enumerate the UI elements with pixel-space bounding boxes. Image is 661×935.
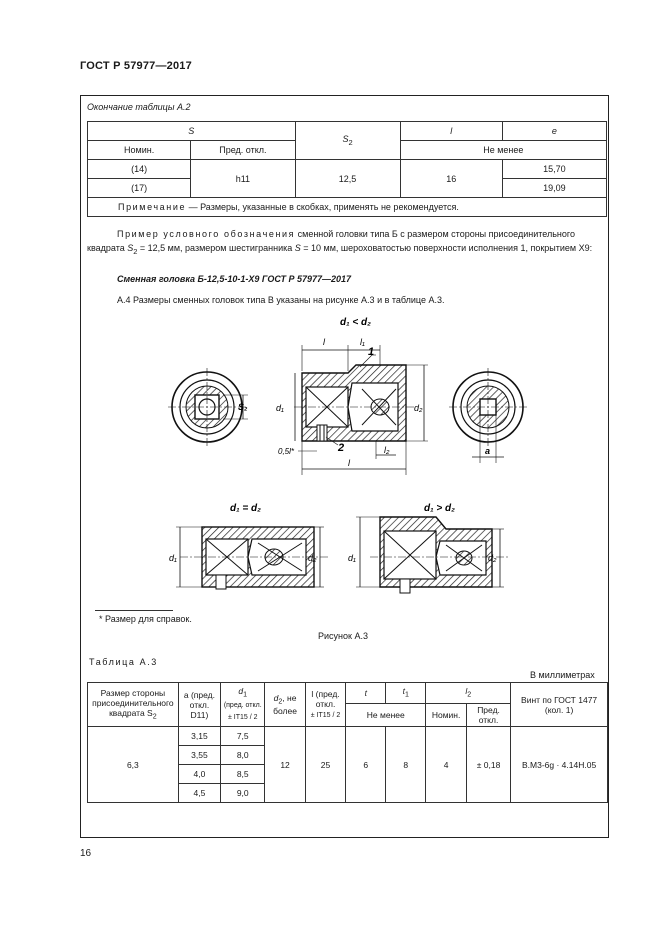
dim-d1: d₁ [276,403,284,413]
col-pred: Пред. откл. [466,704,510,727]
col-nomin: Номин. [88,141,191,160]
main-section-view [276,317,428,475]
col-t: t [346,683,386,704]
section-a4: А.4 Размеры сменных головок типа В указаны на рисунке А.3 и в таблице А.3. [117,295,445,305]
dim-l2: l₂ [384,445,390,455]
footnote-rule [95,610,173,611]
col-l: l [400,122,502,141]
dim-l-top: l [323,337,325,347]
dim-l-bottom: l [348,458,350,468]
table-a3 [87,682,608,803]
table-a2-caption: Окончание таблицы А.2 [87,102,191,112]
dim-l1-top: l₁ [360,337,365,347]
dim-d1-lower-right: d₁ [348,553,356,563]
col-l2: $l_2$ [426,683,511,704]
dim-d2-lower-left: d₂ [308,553,317,563]
col-s2: Размер стороны присоединительного квадрата $S_2$ [88,683,179,727]
col-ne-menee: Не менее [346,704,426,727]
example-designation: Сменная головка Б-12,5-10-1-Х9 ГОСТ Р 57977—2017 [117,274,352,284]
col-d2: $d_2$, не более [265,683,305,727]
col-nomin: Номин. [426,704,467,727]
table-row: 6,3 3,15 7,5 12 25 6 8 4 ± 0,18 В.М3-6g · 4.14Н.05 [88,727,608,746]
right-end-view [449,368,527,463]
callout-1: 1 [368,346,375,358]
lower-right-view [348,503,508,593]
col-e: e [502,122,606,141]
lower-left-view [169,503,330,589]
figure-a3 [80,305,609,615]
dim-s2-label: S₂ [238,402,248,412]
page-number: 16 [80,848,92,859]
footnote: * Размер для справок. [99,614,192,624]
col-t1: $t_1$ [386,683,426,704]
document-header: ГОСТ Р 57977—2017 [80,60,192,72]
col-pred: Пред. откл. [191,141,295,160]
label-d-eq: d₁ = d₂ [230,503,261,514]
col-s: S [88,122,296,141]
left-end-view [168,368,248,446]
table-a3-units: В миллиметрах [530,670,595,680]
col-d1: $d_1$ (пред. откл. ± IT15 / 2 [221,683,265,727]
dim-d2-lower-right: d₂ [488,553,497,563]
col-screw: Винт по ГОСТ 1477 (кол. 1) [511,683,608,727]
dim-d2: d₂ [414,403,423,413]
callout-2: 2 [338,442,345,454]
col-l: l (пред. откл. ± IT15 / 2 [305,683,345,727]
table-row: (14) h11 12,5 16 15,70 [88,160,607,179]
label-d-gt: d₁ > d₂ [424,503,455,514]
dim-chamfer: 0,5l* [278,447,295,456]
table-row: (17) 19,09 [88,179,607,198]
dim-d1-lower-left: d₁ [169,553,177,563]
table-row: 4,5 9,0 [88,784,608,803]
col-a: a (пред. откл. D11) [178,683,220,727]
table-row: 3,55 8,0 [88,746,608,765]
figure-caption: Рисунок А.3 [318,631,368,641]
table-note: Примечание — Размеры, указанные в скобках, применять не рекомендуется. [88,198,607,217]
example-paragraph: Пример условного обозначения сменной головки типа Б с размером стороны присоединительного квадрата $S_2 = 12,5$ мм, размером шестигранника S = 10 мм, шероховатостью поверхности исполнения 1, покрытием Х9: [87,229,593,256]
table-a3-caption: Таблица А.3 [89,657,158,667]
col-s2: $S_2$ [295,122,400,160]
col-ne-menee: Не менее [400,141,606,160]
dim-a-label: a [485,446,491,456]
table-a2 [87,121,607,217]
label-d-rel-top: d₁ < d₂ [340,317,371,328]
table-row: 4,0 8,5 [88,765,608,784]
